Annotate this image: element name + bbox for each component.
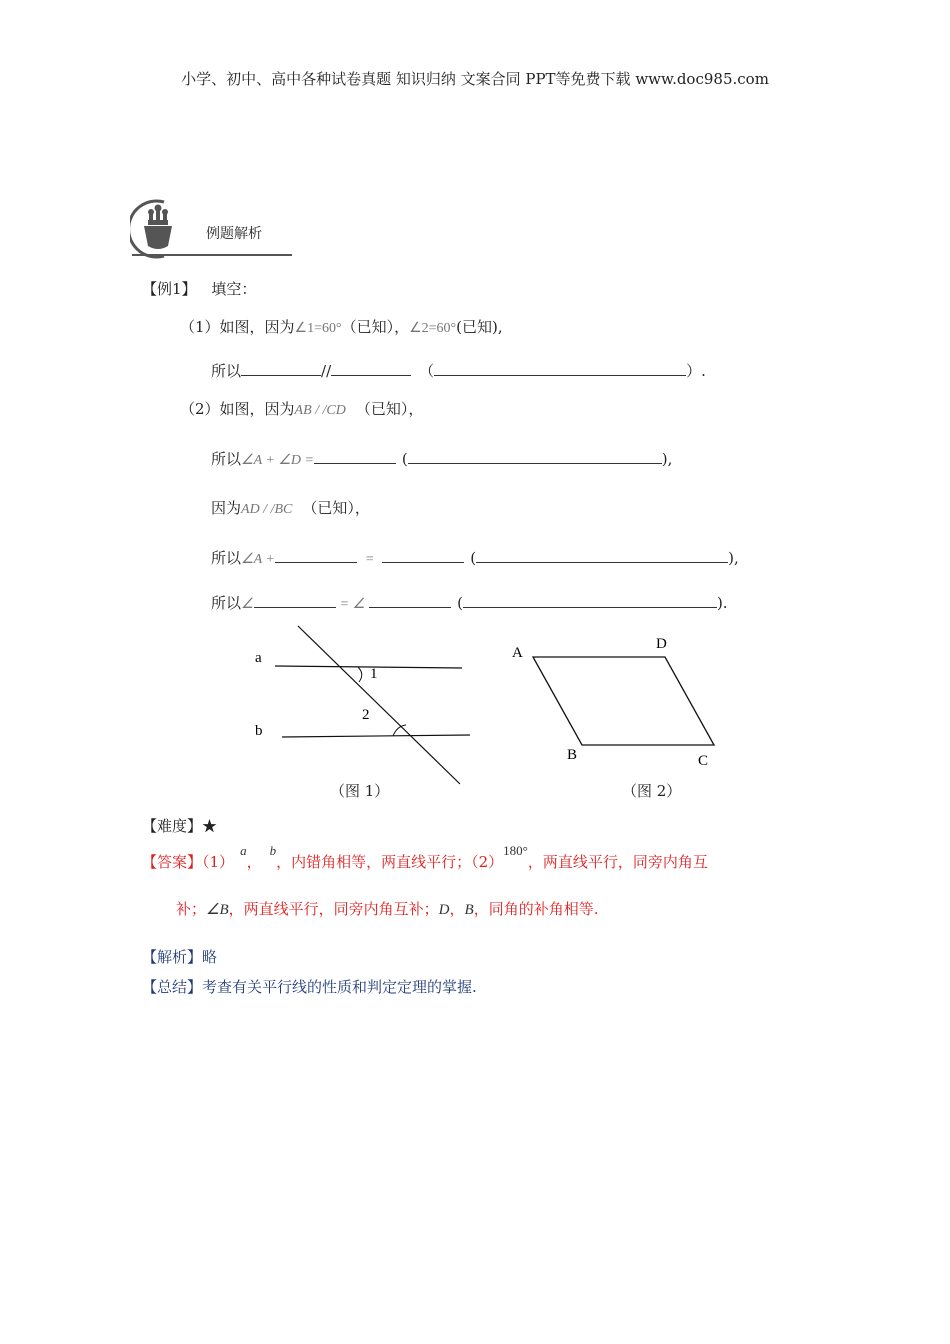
difficulty-row	[142, 815, 217, 836]
answer-reason3: ，两直线平行，同旁内角互补；	[228, 900, 439, 918]
figure-1-caption: （图 1）	[330, 782, 390, 800]
p1-angle2: ∠2=60°	[409, 321, 457, 336]
answer-label: 【答案】	[142, 853, 203, 871]
blank[interactable]	[241, 359, 321, 376]
p1-known2: (已知),	[456, 318, 503, 336]
problem-2-line-2	[211, 447, 672, 469]
label-angle-1: 1	[370, 666, 378, 682]
p2-open1: (	[401, 450, 408, 468]
p2-so1: 所以	[211, 450, 242, 468]
answer-line2-start: 补；	[176, 900, 207, 918]
blank[interactable]	[369, 591, 451, 608]
answer-angle-B: ∠B	[206, 902, 229, 918]
answer-B: B	[464, 902, 474, 918]
p1-prefix: （1）如图，因为	[180, 318, 295, 336]
figure-2	[500, 628, 730, 773]
angle-2-arc	[393, 725, 406, 736]
line-a	[275, 666, 462, 668]
p2-close1: ),	[661, 450, 673, 468]
example-title: 填空：	[211, 280, 257, 298]
answer-part1: （1）	[202, 853, 235, 871]
label-angle-2: 2	[362, 707, 370, 723]
p2-eq3: = ∠	[339, 597, 366, 612]
p2-because: 因为	[211, 499, 242, 517]
p1-open: （	[419, 362, 435, 380]
p1-known1: （已知），	[341, 318, 410, 336]
answer-comma1: ，	[246, 853, 262, 871]
p2-close3: ).	[716, 594, 728, 612]
p2-expr2: ∠A +	[241, 552, 275, 567]
blank[interactable]	[476, 546, 728, 563]
p1-so: 所以	[211, 362, 242, 380]
problem-2-line	[180, 398, 423, 419]
label-D: D	[656, 636, 667, 652]
p2-known1: （已知），	[355, 400, 424, 418]
answer-deg: 180°	[503, 843, 528, 858]
p2-given1: AB / /CD	[294, 403, 346, 418]
answer-b: b	[269, 843, 277, 858]
p2-so2: 所以	[211, 549, 242, 567]
p1-close: ）.	[686, 362, 706, 380]
problem-2-line-4	[211, 546, 739, 568]
summary-text: 考查有关平行线的性质和判定定理的掌握.	[202, 978, 477, 996]
trophy-badge-icon	[144, 205, 172, 250]
figure-2-caption: （图 2）	[622, 782, 682, 800]
transversal	[298, 626, 460, 784]
p2-open2: (	[470, 549, 477, 567]
parallelogram-abcd	[533, 657, 714, 745]
p1-angle1: ∠1=60°	[294, 321, 342, 336]
problem-2-line-3	[211, 497, 370, 518]
problem-1-answer-line	[211, 359, 706, 381]
star-icon: ★	[202, 817, 218, 835]
page-header: 小学、初中、高中各种试卷真题 知识归纳 文案合同 PPT等免费下载 www.doc985.com	[181, 70, 769, 88]
label-A: A	[512, 645, 523, 661]
blank[interactable]	[463, 591, 717, 608]
figure-1	[250, 622, 480, 792]
blank[interactable]	[382, 546, 464, 563]
answer-reason2: ，两直线平行，同旁内角互	[527, 853, 708, 871]
p2-eq2: =	[364, 552, 375, 567]
label-B: B	[567, 747, 578, 763]
label-C: C	[698, 753, 709, 769]
summary-label: 【总结】	[142, 978, 203, 996]
p2-angle3a: ∠	[241, 597, 254, 612]
example-heading	[142, 278, 256, 299]
blank[interactable]	[434, 359, 686, 376]
answer-line-1	[142, 843, 708, 872]
blank[interactable]	[331, 359, 411, 376]
p2-close2: ),	[728, 549, 739, 567]
angle-1-arc	[358, 667, 362, 682]
analysis-label: 【解析】	[142, 948, 203, 966]
blank[interactable]	[254, 591, 336, 608]
p2-expr1: ∠A + ∠D =	[241, 453, 314, 468]
problem-1-line	[180, 316, 503, 337]
answer-a: a	[240, 843, 247, 858]
summary-row	[142, 976, 477, 997]
answer-reason4: ，同角的补角相等.	[473, 900, 599, 918]
blank[interactable]	[408, 447, 662, 464]
p1-parallel: //	[321, 362, 332, 380]
difficulty-label: 【难度】	[142, 817, 203, 835]
p2-prefix: （2）如图，因为	[180, 400, 295, 418]
p2-given2: AD / /BC	[241, 502, 293, 517]
answer-D: D	[438, 902, 450, 918]
line-b	[282, 735, 470, 737]
blank[interactable]	[275, 546, 357, 563]
problem-2-line-5	[211, 591, 728, 613]
answer-reason1: ，内错角相等，两直线平行；（2）	[276, 853, 504, 871]
answer-line-2	[176, 898, 598, 919]
section-title: 例题解析	[206, 226, 262, 242]
blank[interactable]	[314, 447, 396, 464]
analysis-row	[142, 946, 217, 967]
p2-known2: （已知），	[302, 499, 370, 517]
label-a: a	[255, 650, 262, 666]
label-b: b	[255, 723, 263, 739]
p2-so3: 所以	[211, 594, 242, 612]
p2-open3: (	[457, 594, 463, 612]
answer-comma2: ，	[449, 900, 465, 918]
example-label: 【例1】	[142, 280, 197, 298]
analysis-text: 略	[202, 948, 218, 966]
